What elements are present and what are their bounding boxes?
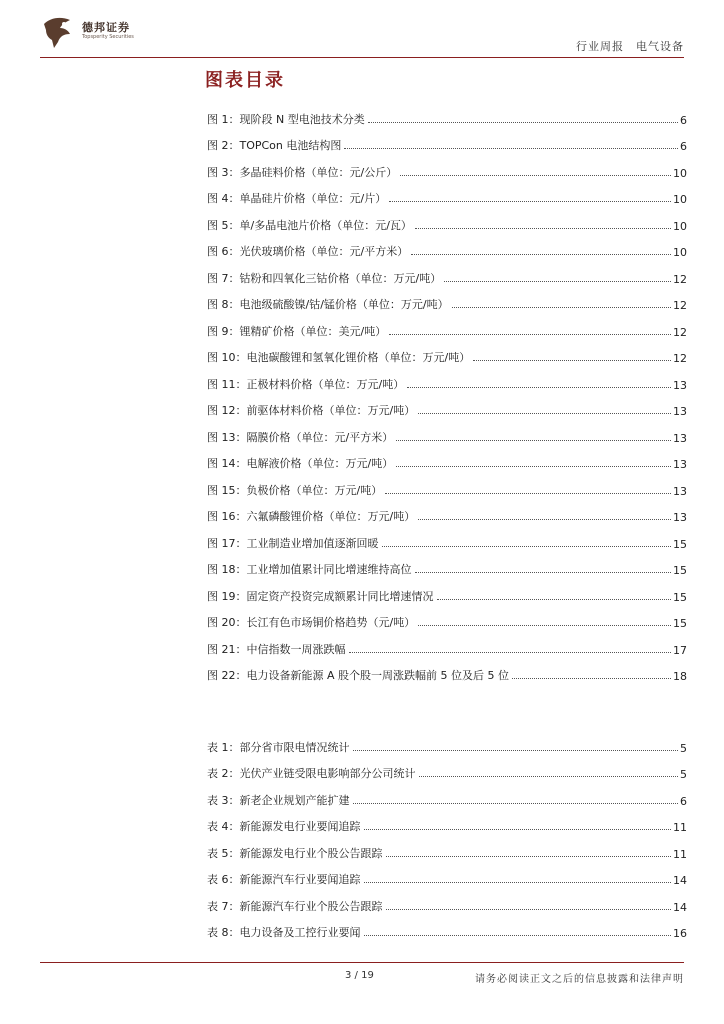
toc-entry[interactable] — [207, 808, 687, 835]
toc-entry-page: 6 — [680, 794, 687, 808]
toc-entry-label: 图 13：隔膜价格（单位：元/平方米） — [207, 430, 394, 444]
toc-entry-label: 图 19：固定资产投资完成额累计同比增速情况 — [207, 589, 434, 603]
toc-entry[interactable] — [207, 577, 687, 604]
report-category: 行业周报 电气设备 — [576, 40, 684, 53]
toc-leader-dots — [418, 519, 671, 520]
toc-entry-label: 图 10：电池碳酸锂和氢氧化锂价格（单位：万元/吨） — [207, 351, 471, 364]
toc-leader-dots — [396, 440, 671, 441]
legal-disclaimer: 请务必阅读正文之后的信息披露和法律声明 — [475, 974, 684, 985]
toc-entry-page: 15 — [673, 590, 687, 604]
toc-leader-dots — [364, 829, 672, 830]
toc-leader-dots — [353, 750, 679, 751]
toc-entry-label: 图 21：中信指数一周涨跌幅 — [207, 642, 346, 656]
toc-entry[interactable] — [207, 365, 687, 392]
toc-leader-dots — [400, 175, 671, 176]
toc-entry[interactable] — [207, 887, 687, 914]
toc-entry-page: 15 — [673, 537, 687, 551]
brand-name-en: Topsperity Securities — [82, 34, 134, 40]
toc-leader-dots — [389, 201, 671, 202]
toc-entry-label: 图 4：单晶硅片价格（单位：元/片） — [207, 192, 387, 205]
toc-entry-label: 表 2：光伏产业链受限电影响部分公司统计 — [207, 767, 416, 780]
toc-entry-label: 图 2：TOPCon 电池结构图 — [207, 139, 342, 152]
toc-entry[interactable] — [207, 755, 687, 782]
toc-entry-page: 13 — [673, 378, 687, 392]
toc-entry-label: 表 8：电力设备及工控行业要闻 — [207, 926, 361, 939]
toc-leader-dots — [396, 466, 671, 467]
toc-entry[interactable] — [207, 604, 687, 631]
toc-entry[interactable] — [207, 392, 687, 419]
toc-entry-page: 5 — [680, 741, 687, 755]
toc-entry[interactable] — [207, 445, 687, 472]
toc-leader-dots — [419, 776, 679, 777]
toc-entry-page: 10 — [673, 219, 687, 233]
toc-leader-dots — [344, 148, 678, 149]
toc-entry[interactable] — [207, 180, 687, 207]
toc-entry[interactable] — [207, 153, 687, 180]
toc-entry[interactable] — [207, 498, 687, 525]
toc-leader-dots — [386, 909, 672, 910]
toc-entry-page: 16 — [673, 927, 687, 940]
toc-entry[interactable] — [207, 471, 687, 498]
toc-leader-dots — [385, 493, 671, 494]
page-header — [0, 0, 724, 60]
toc-leader-dots — [364, 935, 672, 936]
toc-entry[interactable] — [207, 312, 687, 339]
toc-leader-dots — [452, 307, 671, 308]
toc-leader-dots — [386, 856, 672, 857]
toc-entry[interactable] — [207, 524, 687, 551]
toc-leader-dots — [407, 387, 671, 388]
toc-entry[interactable] — [207, 286, 687, 313]
toc-entry[interactable] — [207, 861, 687, 888]
toc-leader-dots — [512, 678, 671, 679]
toc-entry[interactable] — [207, 127, 687, 154]
toc-entry-label: 表 3：新老企业规划产能扩建 — [207, 793, 350, 807]
toc-entry[interactable] — [207, 339, 687, 366]
toc-entry-page: 13 — [673, 431, 687, 445]
toc-entry-page: 14 — [673, 874, 687, 887]
toc-entry[interactable] — [207, 781, 687, 808]
toc-entry-label: 图 1：现阶段 N 型电池技术分类 — [207, 112, 365, 126]
toc-leader-dots — [415, 572, 672, 573]
brand-name-cn: 德邦证券 — [82, 21, 130, 34]
toc-title: 图表目录 — [205, 70, 285, 91]
toc-entry-page: 13 — [673, 405, 687, 418]
toc-entry-label: 图 22：电力设备新能源 A 股个股一周涨跌幅前 5 位及后 5 位 — [207, 669, 509, 682]
toc-entry-page: 6 — [680, 113, 687, 127]
toc-leader-dots — [368, 122, 678, 123]
toc-entry-label: 表 5：新能源发电行业个股公告跟踪 — [207, 846, 383, 860]
toc-entry-page: 12 — [673, 352, 687, 365]
toc-leader-dots — [418, 625, 671, 626]
toc-entry-label: 图 8：电池级硫酸镍/钴/锰价格（单位：万元/吨） — [207, 298, 449, 311]
toc-leader-dots — [415, 228, 671, 229]
toc-entry-page: 18 — [673, 670, 687, 683]
toc-entry[interactable] — [207, 418, 687, 445]
header-divider — [40, 57, 684, 58]
toc-entry[interactable] — [207, 100, 687, 127]
toc-leader-dots — [444, 281, 671, 282]
brand-logo-icon — [40, 14, 76, 50]
toc-leader-dots — [353, 803, 679, 804]
toc-entry-page: 12 — [673, 325, 687, 339]
toc-entry-page: 11 — [673, 847, 687, 861]
toc-leader-dots — [411, 254, 671, 255]
toc-entry-label: 图 9：锂精矿价格（单位：美元/吨） — [207, 324, 387, 338]
toc-entry-label: 图 14：电解液价格（单位：万元/吨） — [207, 457, 394, 470]
toc-entry-page: 11 — [673, 821, 687, 834]
toc-leader-dots — [389, 334, 671, 335]
toc-entry[interactable] — [207, 259, 687, 286]
toc-entry-label: 图 3：多晶硅料价格（单位：元/公斤） — [207, 165, 398, 179]
toc-entry[interactable] — [207, 914, 687, 941]
toc-entry-page: 15 — [673, 564, 687, 577]
toc-leader-dots — [364, 882, 672, 883]
toc-entry[interactable] — [207, 630, 687, 657]
figure-list — [207, 100, 687, 683]
toc-entry-label: 图 17：工业制造业增加值逐渐回暖 — [207, 536, 379, 550]
footer-divider — [40, 962, 684, 963]
toc-entry-label: 表 4：新能源发电行业要闻追踪 — [207, 820, 361, 833]
page-number: 3 / 19 — [345, 970, 374, 981]
toc-entry[interactable] — [207, 728, 687, 755]
toc-entry[interactable] — [207, 834, 687, 861]
toc-entry-label: 表 1：部分省市限电情况统计 — [207, 740, 350, 754]
toc-entry-label: 图 16：六氟磷酸锂价格（单位：万元/吨） — [207, 510, 416, 523]
toc-entry-page: 10 — [673, 166, 687, 180]
toc-entry[interactable] — [207, 551, 687, 578]
toc-entry-label: 图 20：长江有色市场铜价格趋势（元/吨） — [207, 616, 416, 629]
toc-entry-page: 13 — [673, 458, 687, 471]
table-list — [207, 728, 687, 940]
toc-leader-dots — [473, 360, 671, 361]
toc-entry-page: 13 — [673, 511, 687, 524]
toc-entry-page: 12 — [673, 299, 687, 312]
toc-entry-page: 12 — [673, 272, 687, 286]
toc-entry-label: 图 11：正极材料价格（单位：万元/吨） — [207, 377, 405, 391]
toc-entry-page: 13 — [673, 484, 687, 498]
toc-entry-page: 6 — [680, 140, 687, 153]
toc-entry[interactable] — [207, 233, 687, 260]
toc-entry-page: 5 — [680, 768, 687, 781]
toc-entry[interactable] — [207, 657, 687, 684]
toc-entry-label: 图 7：钴粉和四氧化三钴价格（单位：万元/吨） — [207, 271, 442, 285]
toc-entry-label: 表 6：新能源汽车行业要闻追踪 — [207, 873, 361, 886]
toc-leader-dots — [418, 413, 671, 414]
toc-entry-label: 图 5：单/多晶电池片价格（单位：元/瓦） — [207, 218, 412, 232]
toc-entry-label: 图 12：前驱体材料价格（单位：万元/吨） — [207, 404, 416, 417]
toc-entry[interactable] — [207, 206, 687, 233]
toc-leader-dots — [349, 652, 672, 653]
toc-entry-label: 表 7：新能源汽车行业个股公告跟踪 — [207, 899, 383, 913]
toc-entry-page: 10 — [673, 246, 687, 259]
toc-leader-dots — [437, 599, 672, 600]
toc-entry-page: 17 — [673, 643, 687, 657]
toc-leader-dots — [382, 546, 672, 547]
toc-entry-label: 图 6：光伏玻璃价格（单位：元/平方米） — [207, 245, 409, 258]
toc-entry-page: 10 — [673, 193, 687, 206]
toc-entry-page: 14 — [673, 900, 687, 914]
toc-entry-label: 图 18：工业增加值累计同比增速维持高位 — [207, 563, 412, 576]
toc-entry-page: 15 — [673, 617, 687, 630]
toc-entry-label: 图 15：负极价格（单位：万元/吨） — [207, 483, 383, 497]
